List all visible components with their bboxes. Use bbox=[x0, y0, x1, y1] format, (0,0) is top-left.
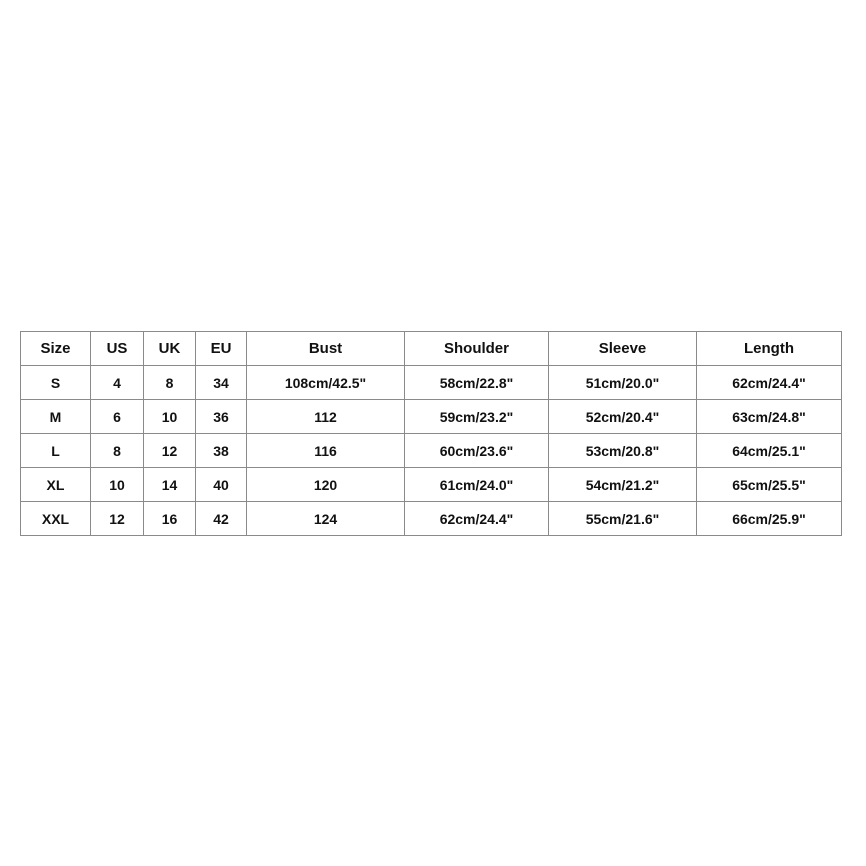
cell-size: XL bbox=[21, 468, 91, 502]
header-bust: Bust bbox=[247, 332, 405, 366]
cell-bust: 108cm/42.5" bbox=[247, 366, 405, 400]
header-length: Length bbox=[697, 332, 842, 366]
cell-sleeve: 55cm/21.6" bbox=[549, 502, 697, 536]
cell-bust: 112 bbox=[247, 400, 405, 434]
cell-eu: 36 bbox=[196, 400, 247, 434]
cell-size: S bbox=[21, 366, 91, 400]
cell-sleeve: 52cm/20.4" bbox=[549, 400, 697, 434]
header-sleeve: Sleeve bbox=[549, 332, 697, 366]
header-uk: UK bbox=[144, 332, 196, 366]
cell-us: 4 bbox=[91, 366, 144, 400]
size-chart-table bbox=[20, 331, 842, 536]
cell-bust: 124 bbox=[247, 502, 405, 536]
cell-us: 12 bbox=[91, 502, 144, 536]
cell-eu: 38 bbox=[196, 434, 247, 468]
cell-size: L bbox=[21, 434, 91, 468]
cell-uk: 12 bbox=[144, 434, 196, 468]
cell-sleeve: 53cm/20.8" bbox=[549, 434, 697, 468]
header-us: US bbox=[91, 332, 144, 366]
cell-sleeve: 51cm/20.0" bbox=[549, 366, 697, 400]
cell-size: XXL bbox=[21, 502, 91, 536]
cell-shoulder: 60cm/23.6" bbox=[405, 434, 549, 468]
header-shoulder: Shoulder bbox=[405, 332, 549, 366]
cell-length: 64cm/25.1" bbox=[697, 434, 842, 468]
cell-length: 63cm/24.8" bbox=[697, 400, 842, 434]
cell-length: 66cm/25.9" bbox=[697, 502, 842, 536]
table-row bbox=[21, 434, 842, 468]
header-row bbox=[21, 332, 842, 366]
cell-eu: 34 bbox=[196, 366, 247, 400]
cell-uk: 8 bbox=[144, 366, 196, 400]
table-row bbox=[21, 468, 842, 502]
header-eu: EU bbox=[196, 332, 247, 366]
cell-uk: 16 bbox=[144, 502, 196, 536]
cell-us: 8 bbox=[91, 434, 144, 468]
cell-uk: 10 bbox=[144, 400, 196, 434]
cell-bust: 120 bbox=[247, 468, 405, 502]
cell-shoulder: 58cm/22.8" bbox=[405, 366, 549, 400]
table-row bbox=[21, 366, 842, 400]
table-row bbox=[21, 502, 842, 536]
cell-us: 6 bbox=[91, 400, 144, 434]
cell-us: 10 bbox=[91, 468, 144, 502]
cell-size: M bbox=[21, 400, 91, 434]
cell-shoulder: 59cm/23.2" bbox=[405, 400, 549, 434]
header-size: Size bbox=[21, 332, 91, 366]
cell-eu: 42 bbox=[196, 502, 247, 536]
cell-sleeve: 54cm/21.2" bbox=[549, 468, 697, 502]
cell-length: 65cm/25.5" bbox=[697, 468, 842, 502]
cell-shoulder: 62cm/24.4" bbox=[405, 502, 549, 536]
cell-length: 62cm/24.4" bbox=[697, 366, 842, 400]
cell-bust: 116 bbox=[247, 434, 405, 468]
table-row bbox=[21, 400, 842, 434]
cell-eu: 40 bbox=[196, 468, 247, 502]
cell-uk: 14 bbox=[144, 468, 196, 502]
cell-shoulder: 61cm/24.0" bbox=[405, 468, 549, 502]
